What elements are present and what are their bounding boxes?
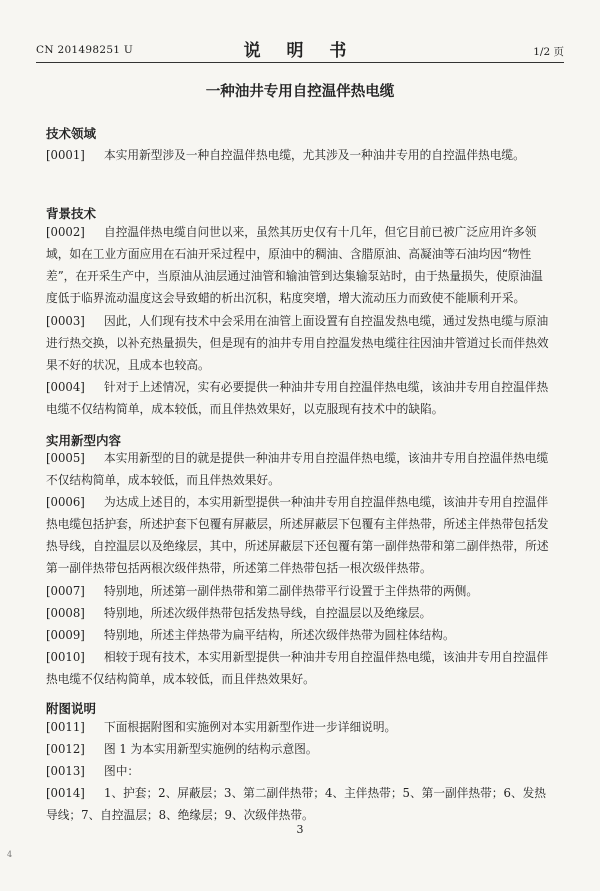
- section-heading-content: 实用新型内容: [46, 433, 122, 448]
- paragraph-number: [0003]: [46, 314, 85, 328]
- paragraph-0009: [46, 624, 554, 646]
- paragraph-text: 特别地，所述次级伴热带包括发热导线，自控温层以及绝缘层。: [104, 606, 432, 620]
- paragraph-number: [0010]: [46, 650, 85, 664]
- paragraph-number: [0002]: [46, 225, 85, 239]
- page-number: 3: [296, 823, 304, 836]
- header-rule: [36, 62, 564, 63]
- section-heading-background: 背景技术: [46, 206, 97, 221]
- section-heading-drawings: 附图说明: [46, 701, 97, 716]
- paragraph-number: [0012]: [46, 742, 85, 756]
- page-of: 1/2 页: [533, 46, 564, 58]
- paragraph-text: 图中：: [104, 764, 140, 778]
- doc-number: CN 201498251 U: [36, 44, 134, 56]
- paragraph-0013: [46, 760, 554, 782]
- paragraph-0005: [46, 447, 554, 491]
- paragraph-0003: [46, 310, 554, 376]
- paragraph-number: [0001]: [46, 148, 85, 162]
- paragraph-text: 特别地，所述第一副伴热带和第二副伴热带平行设置于主伴热带的两侧。: [104, 584, 479, 598]
- paragraph-text: 1、护套；2、屏蔽层；3、第二副伴热带；4、主伴热带；5、第一副伴热带；6、发热导线；7、自控温层；8、绝缘层；9、次级伴热带。: [46, 786, 546, 822]
- paragraph-text: 为达成上述目的，本实用新型提供一种油井专用自控温伴热电缆，该油井专用自控温伴热电缆包括护套，所述护套下包覆有屏蔽层，所述屏蔽层下包覆有主伴热带，所述主伴热带包括发热导线，自控温层以及绝缘层，其中，所述屏蔽层下还包覆有第一副伴热带和第二副伴热带，所述第一副伴热带包括两根次级伴热带，所述第二伴热带包括一根次级伴热带。: [46, 495, 549, 575]
- paragraph-text: 相较于现有技术，本实用新型提供一种油井专用自控温伴热电缆，该油井专用自控温伴热电缆不仅结构简单，成本较低，而且伴热效果好。: [46, 650, 549, 686]
- paragraph-text: 本实用新型涉及一种自控温伴热电缆，尤其涉及一种油井专用的自控温伴热电缆。: [104, 148, 525, 162]
- paragraph-text: 本实用新型的目的就是提供一种油井专用自控温伴热电缆，该油井专用自控温伴热电缆不仅结构简单，成本较低，而且伴热效果好。: [46, 451, 549, 487]
- paragraph-number: [0011]: [46, 720, 85, 734]
- corner-mark: 4: [7, 850, 13, 859]
- doc-type: 说 明 书: [243, 41, 357, 61]
- paragraph-text: 针对于上述情况，实有必要提供一种油井专用自控温伴热电缆，该油井专用自控温伴热电缆不仅结构简单，成本较低，而且伴热效果好，以克服现有技术中的缺陷。: [46, 380, 549, 416]
- section-heading-tech-field: 技术领域: [46, 126, 97, 141]
- paragraph-text: 因此，人们现有技术中会采用在油管上面设置有自控温发热电缆，通过发热电缆与原油进行热交换，以补充热量损失，但是现有的油井专用自控温发热电缆往往因油井管道过长而伴热效果不好的状况，且成本也较高。: [46, 314, 549, 372]
- paragraph-text: 特别地，所述主伴热带为扁平结构，所述次级伴热带为圆柱体结构。: [104, 628, 455, 642]
- paragraph-number: [0014]: [46, 786, 85, 800]
- page-header: [36, 36, 564, 62]
- paragraph-number: [0008]: [46, 606, 85, 620]
- paragraph-0006: [46, 491, 554, 579]
- document-title: 一种油井专用自控温伴热电缆: [205, 84, 395, 100]
- paragraph-0002: [46, 221, 554, 309]
- paragraph-0012: [46, 738, 554, 760]
- paragraph-text: 图 1 为本实用新型实施例的结构示意图。: [104, 742, 318, 756]
- paragraph-number: [0007]: [46, 584, 85, 598]
- paragraph-0004: [46, 376, 554, 420]
- paragraph-number: [0006]: [46, 495, 85, 509]
- paragraph-text: 自控温伴热电缆自问世以来，虽然其历史仅有十几年，但它目前已被广泛应用许多领域，如在工业方面应用在石油开采过程中，原油中的稠油、含腊原油、高凝油等石油均因“物性差”，在开采生产中，当原油从油层通过油管和输油管到达集输泵站时，由于热量损失，使原油温度低于临界流动温度这会导致蜡的析出沉积，粘度突增，增大流动压力而致使不能顺利开采。: [46, 225, 543, 305]
- paragraph-0010: [46, 646, 554, 690]
- paragraph-number: [0005]: [46, 451, 85, 465]
- paragraph-0007: [46, 580, 554, 602]
- paragraph-0011: [46, 716, 554, 738]
- paragraph-0001: [46, 144, 554, 166]
- paragraph-number: [0013]: [46, 764, 85, 778]
- paragraph-text: 下面根据附图和实施例对本实用新型作进一步详细说明。: [104, 720, 397, 734]
- paragraph-0008: [46, 602, 554, 624]
- paragraph-0014: [46, 782, 554, 826]
- paragraph-number: [0004]: [46, 380, 85, 394]
- paragraph-number: [0009]: [46, 628, 85, 642]
